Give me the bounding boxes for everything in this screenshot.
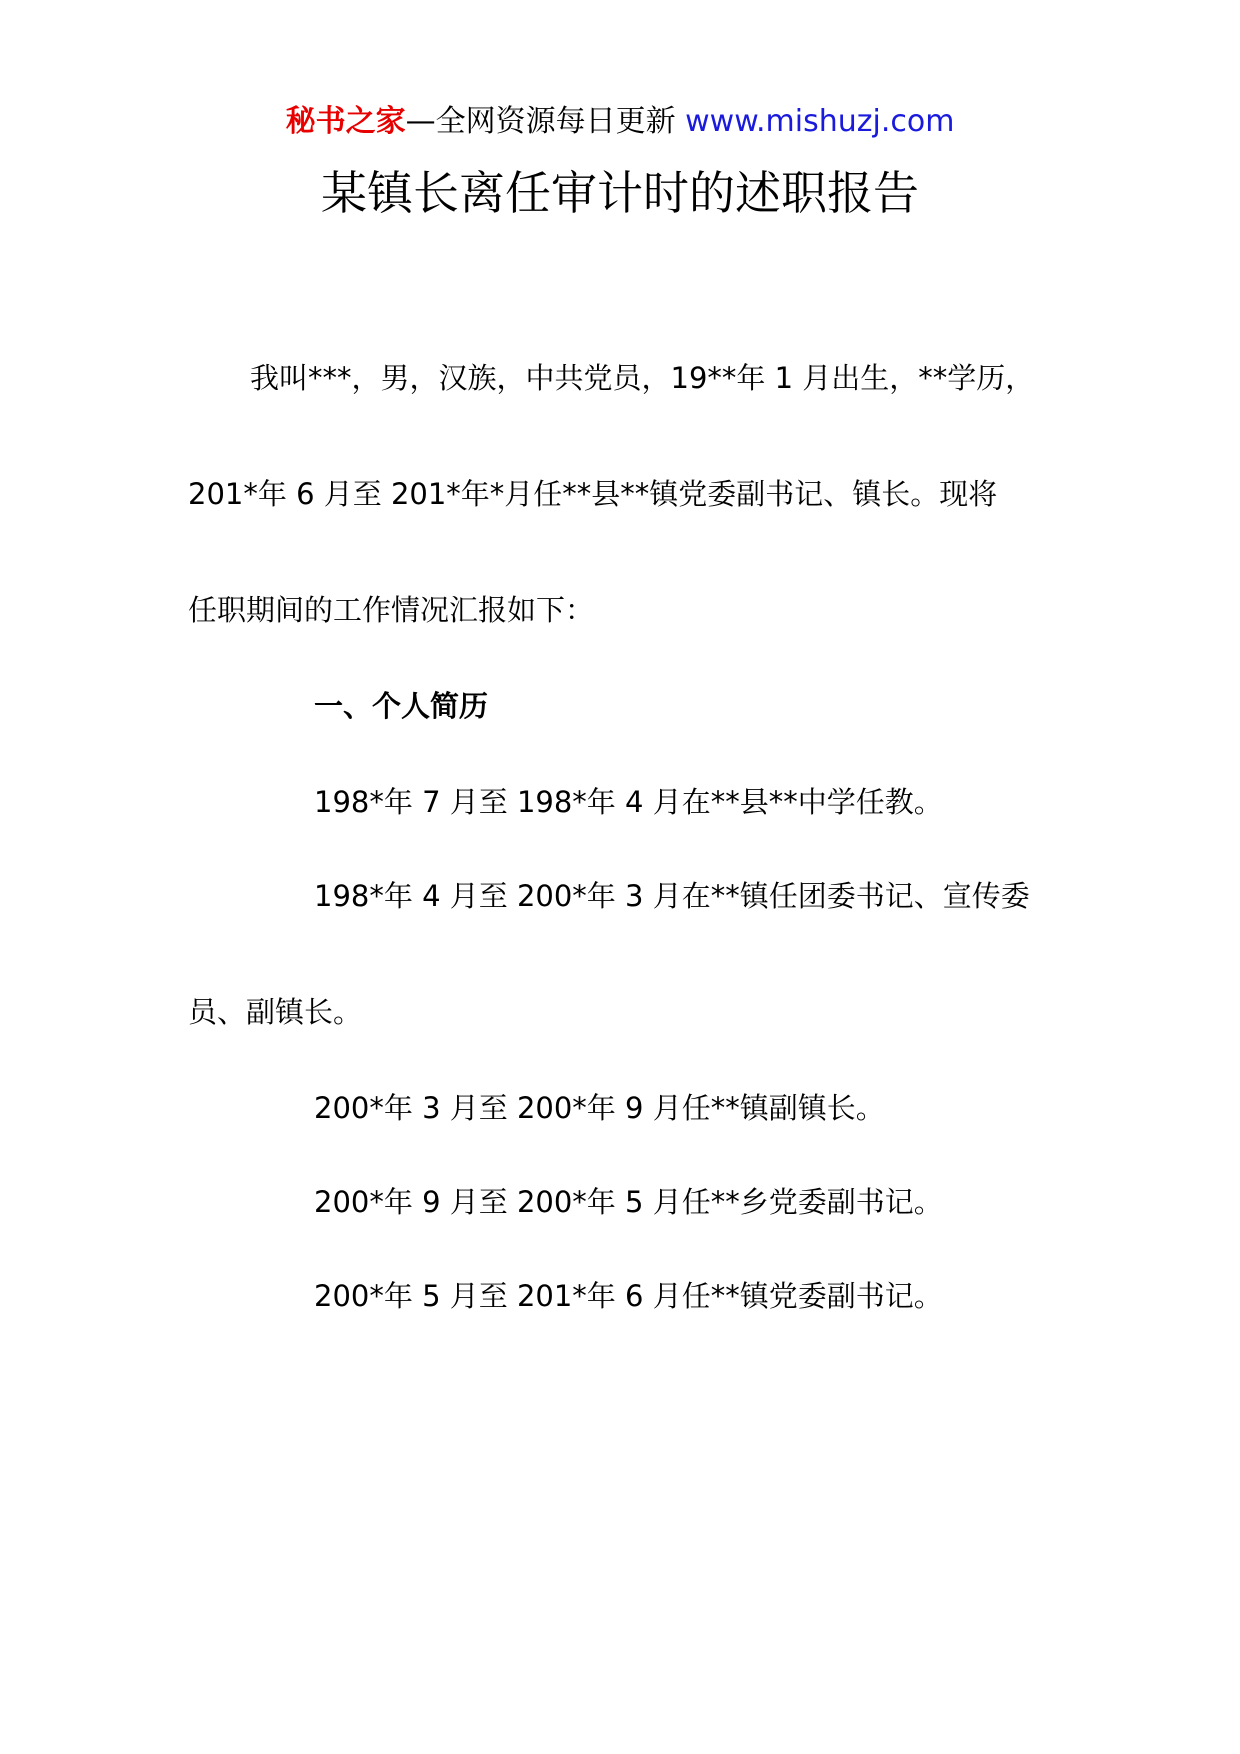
site-url-link[interactable]: www.mishuzj.com — [685, 104, 955, 139]
brand-name: 秘书之家 — [285, 104, 406, 139]
intro-line-2: 201*年 6 月至 201*年*月任**县**镇党委副书记、镇长。现将 — [188, 477, 998, 511]
section-heading-resume: 一、个人简历 — [314, 689, 489, 723]
intro-line-3: 任职期间的工作情况汇报如下： — [188, 593, 595, 627]
site-header — [0, 100, 1240, 144]
resume-item-2-continued: 员、副镇长。 — [188, 995, 363, 1029]
resume-item-4: 200*年 9 月至 200*年 5 月任**乡党委副书记。 — [314, 1185, 943, 1219]
resume-item-2: 198*年 4 月至 200*年 3 月在**镇任团委书记、宣传委 — [314, 879, 1030, 913]
resume-item-1: 198*年 7 月至 198*年 4 月在**县**中学任教。 — [314, 785, 943, 819]
header-slogan: —全网资源每日更新 — [405, 104, 686, 139]
resume-item-5: 200*年 5 月至 201*年 6 月任**镇党委副书记。 — [314, 1279, 943, 1313]
intro-line-1: 我叫***，男，汉族，中共党员，19**年 1 月出生，**学历， — [250, 361, 1035, 395]
resume-item-3: 200*年 3 月至 200*年 9 月任**镇副镇长。 — [314, 1091, 885, 1125]
document-title: 某镇长离任审计时的述职报告 — [321, 166, 919, 220]
